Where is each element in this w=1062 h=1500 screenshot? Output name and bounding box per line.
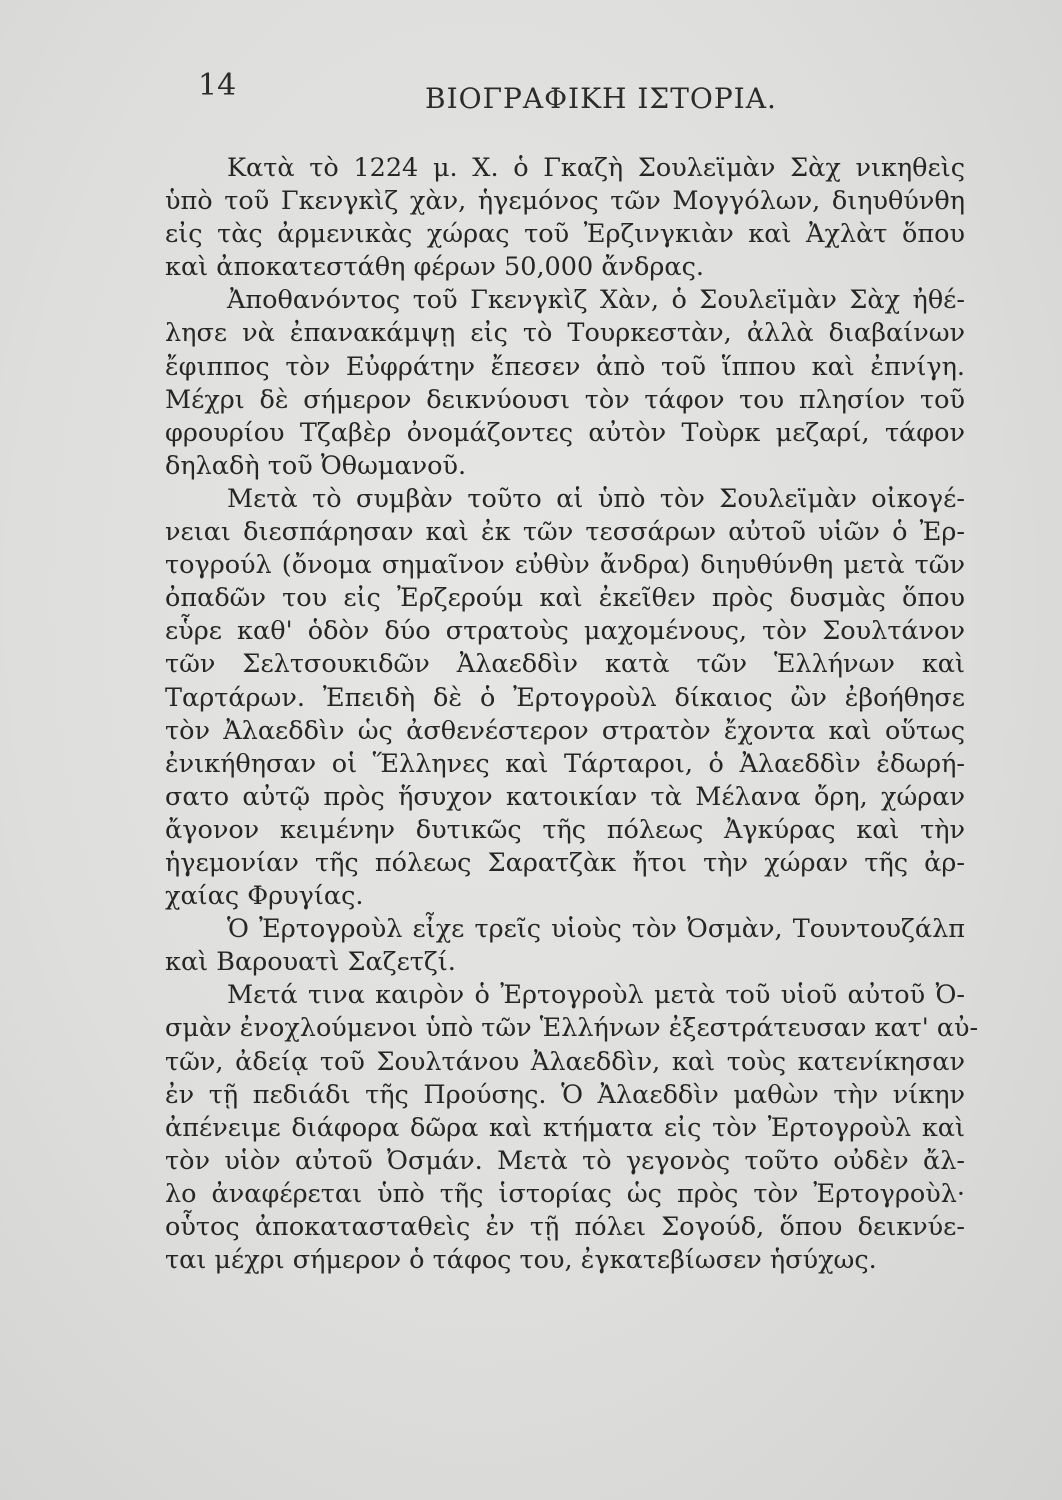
text-line: ἡγεμονίαν τῆς πόλεως Σαρατζὰκ ἤτοι τὴν χώραν τῆς ἀρ- bbox=[165, 847, 965, 878]
text-line: ὀπαδῶν του εἰς Ἐρζερούμ καὶ ἐκεῖθεν πρὸς δυσμὰς ὅπου bbox=[165, 583, 965, 614]
paragraph bbox=[165, 152, 965, 284]
text-line: ται μέχρι σήμερον ὁ τάφος του, ἐγκατεβίωσεν ἡσύχως. bbox=[165, 1245, 877, 1276]
text-line: καὶ ἀποκατεστάθη φέρων 50,000 ἄνδρας. bbox=[165, 252, 704, 283]
text-line: εἰς τὰς ἀρμενικὰς χώρας τοῦ Ἐρζινγκιὰν καὶ Ἀχλὰτ ὅπου bbox=[165, 219, 965, 250]
page-number: 14 bbox=[198, 68, 237, 103]
text-line: λο ἀναφέρεται ὑπὸ τῆς ἱστορίας ὡς πρὸς τὸν Ἐρτογροὺλ· bbox=[165, 1178, 965, 1209]
text-line: τογρούλ (ὄνομα σημαῖνον εὐθὺν ἄνδρα) διηυθύνθη μετὰ τῶν bbox=[165, 550, 965, 581]
text-line: τῶν, ἀδείᾳ τοῦ Σουλτάνου Ἀλαεδδὶν, καὶ τοὺς κατενίκησαν bbox=[165, 1046, 965, 1077]
text-line: λησε νὰ ἐπανακάμψῃ εἰς τὸ Τουρκεστὰν, ἀλλὰ διαβαίνων bbox=[165, 318, 965, 349]
paragraph bbox=[165, 913, 965, 979]
text-line: Κατὰ τὸ 1224 μ. Χ. ὁ Γκαζὴ Σουλεϊμὰν Σὰχ νικηθεὶς bbox=[227, 153, 965, 183]
text-line: ἀπένειμε διάφορα δῶρα καὶ κτήματα εἰς τὸν Ἐρτογροὺλ καὶ bbox=[165, 1112, 965, 1143]
text-line: Ἀποθανόντος τοῦ Γκενγκὶζ Χὰν, ὁ Σουλεϊμὰν Σὰχ ἠθέ- bbox=[227, 285, 965, 316]
text-line: εὗρε καθ' ὁδὸν δύο στρατοὺς μαχομένους, τὸν Σουλτάνον bbox=[165, 616, 965, 647]
text-line: δηλαδὴ τοῦ Ὀθωμανοῦ. bbox=[165, 450, 467, 481]
text-line: ἐνικήθησαν οἱ Ἕλληνες καὶ Τάρταροι, ὁ Ἀλαεδδὶν ἐδωρή- bbox=[165, 748, 965, 779]
text-line: σατο αὐτῷ πρὸς ἥσυχον κατοικίαν τὰ Μέλανα ὄρη, χώραν bbox=[165, 781, 965, 812]
text-line: Μέχρι δὲ σήμερον δεικνύουσι τὸν τάφον του πλησίον τοῦ bbox=[165, 384, 965, 415]
text-line: ἄγονον κειμένην δυτικῶς τῆς πόλεως Ἀγκύρας καὶ τὴν bbox=[165, 814, 965, 845]
running-title: ΒΙΟΓΡΑΦΙΚΗ ΙΣΤΟΡΙΑ. bbox=[425, 82, 777, 115]
text-line: νειαι διεσπάρησαν καὶ ἐκ τῶν τεσσάρων αὐτοῦ υἱῶν ὁ Ἐρ- bbox=[165, 517, 965, 548]
text-line: σμὰν ἐνοχλούμενοι ὑπὸ τῶν Ἑλλήνων ἐξεστράτευσαν κατ' αὐ- bbox=[165, 1013, 979, 1044]
text-line: καὶ Βαρουατὶ Σαζετζί. bbox=[165, 947, 456, 978]
text-line: ἔφιππος τὸν Εὐφράτην ἔπεσεν ἀπὸ τοῦ ἵππου καὶ ἐπνίγη. bbox=[165, 351, 965, 382]
paragraph bbox=[165, 483, 965, 913]
text-line: οὗτος ἀποκατασταθεὶς ἐν τῇ πόλει Σογούδ, ὅπου δεικνύε- bbox=[165, 1212, 965, 1242]
text-line: τῶν Σελτσουκιδῶν Ἀλαεδδὶν κατὰ τῶν Ἑλλήνων καὶ bbox=[165, 649, 965, 680]
text-line: ὑπὸ τοῦ Γκενγκὶζ χὰν, ἡγεμόνος τῶν Μογγόλων, διηυθύνθη bbox=[165, 186, 965, 217]
text-line: Μετὰ τὸ συμβὰν τοῦτο αἱ ὑπὸ τὸν Σουλεϊμὰν οἰκογέ- bbox=[227, 483, 965, 514]
text-line: χαίας Φρυγίας. bbox=[165, 881, 364, 912]
text-line: τὸν υἱὸν αὐτοῦ Ὀσμάν. Μετὰ τὸ γεγονὸς τοῦτο οὐδὲν ἄλ- bbox=[165, 1145, 965, 1176]
text-line: Μετά τινα καιρὸν ὁ Ἐρτογροὺλ μετὰ τοῦ υἱοῦ αὐτοῦ Ὀ- bbox=[227, 980, 965, 1011]
paragraph bbox=[165, 284, 965, 483]
text-line: φρουρίου Τζαβὲρ ὀνομάζοντες αὐτὸν Τοὺρκ μεζαρί, τάφον bbox=[165, 417, 965, 448]
text-line: Ταρτάρων. Ἐπειδὴ δὲ ὁ Ἐρτογροὺλ δίκαιος ὢν ἐβοήθησε bbox=[165, 682, 965, 713]
text-line: τὸν Ἀλαεδδὶν ὡς ἀσθενέστερον στρατὸν ἔχοντα καὶ οὕτως bbox=[165, 715, 965, 746]
body-text bbox=[165, 152, 979, 1277]
text-line: Ὁ Ἐρτογροὺλ εἶχε τρεῖς υἱοὺς τὸν Ὀσμὰν, Τουντουζάλπ bbox=[227, 914, 965, 945]
paragraph bbox=[165, 979, 979, 1277]
text-line: ἐν τῇ πεδιάδι τῆς Προύσης. Ὁ Ἀλαεδδὶν μαθὼν τὴν νίκην bbox=[165, 1079, 965, 1110]
